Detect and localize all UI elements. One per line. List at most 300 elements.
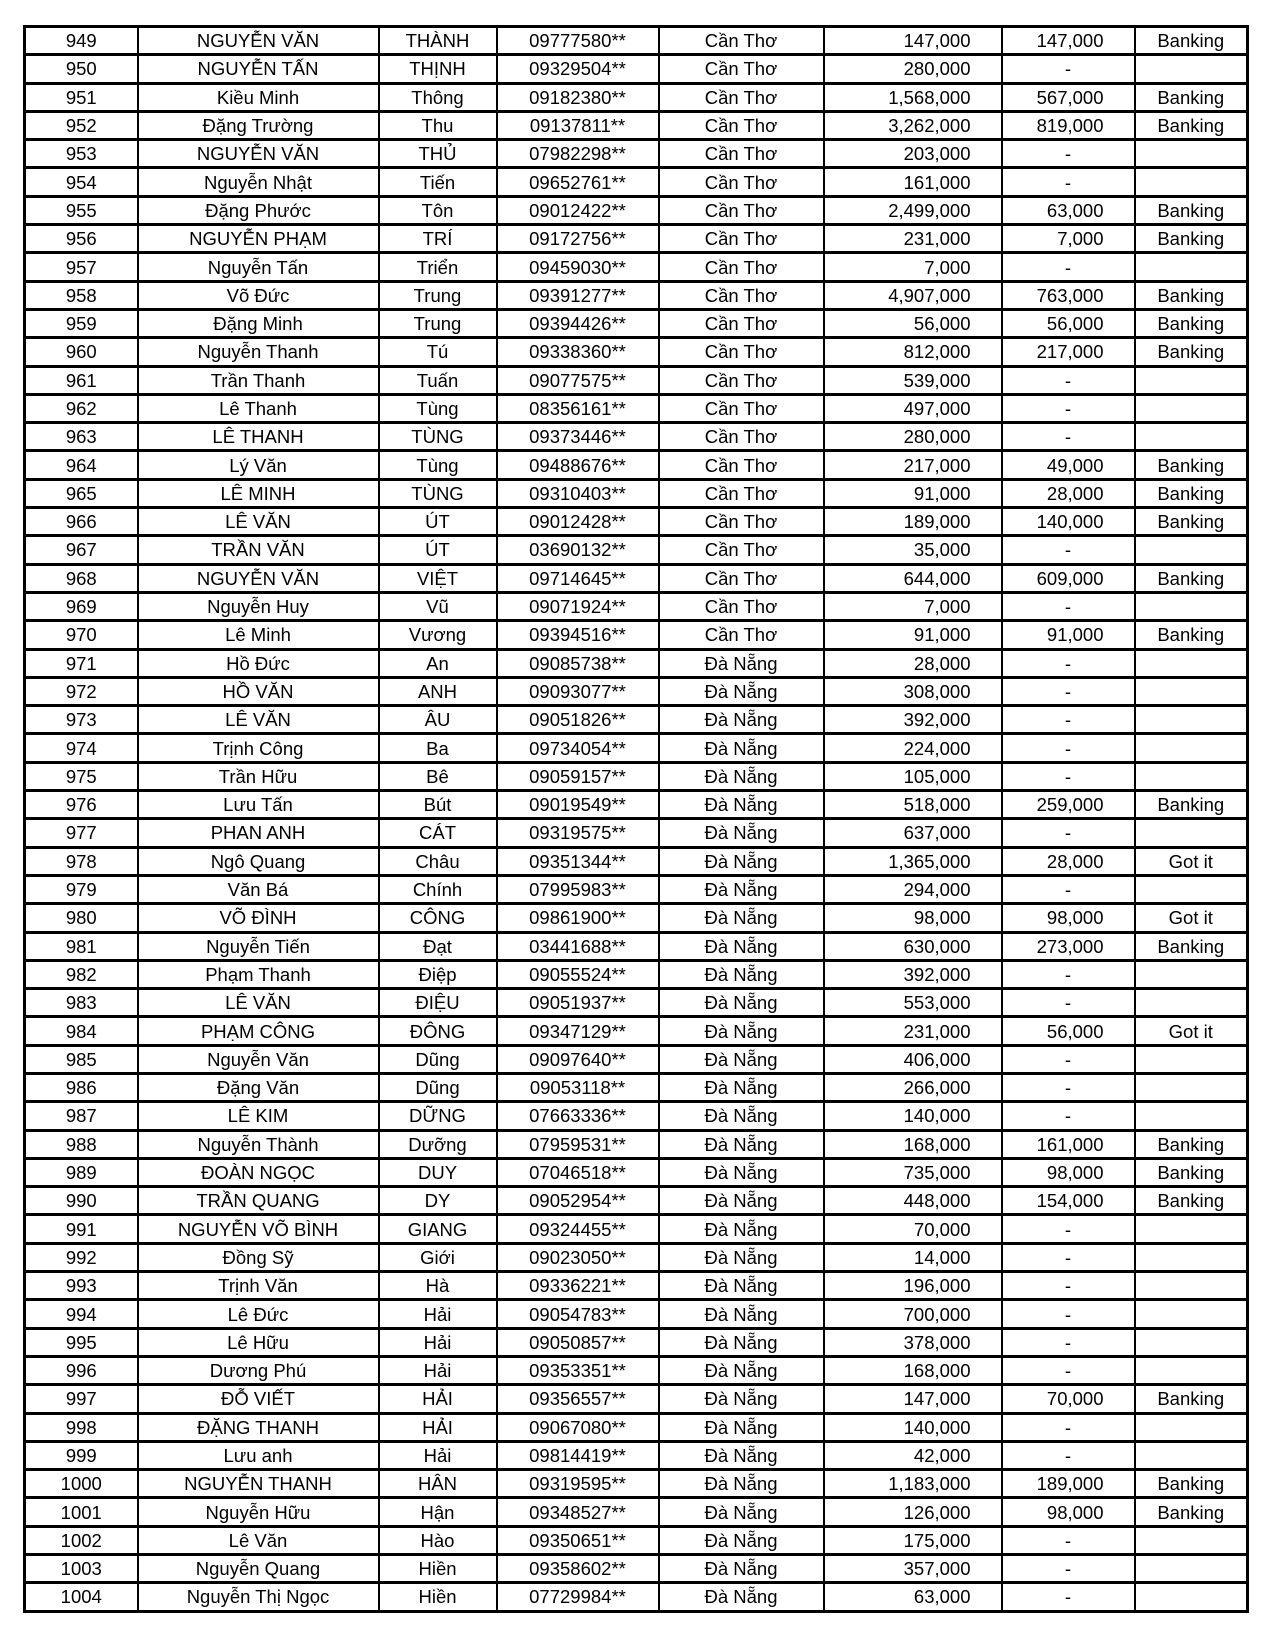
cell-amount-paid: 763,000 (1002, 281, 1135, 309)
cell-amount-paid: - (1002, 819, 1135, 847)
cell-first-middle-name: Trịnh Công (138, 734, 379, 762)
table-row (25, 451, 1248, 479)
cell-amount-total: 812,000 (824, 338, 1002, 366)
cell-payment-method: Banking (1135, 27, 1248, 55)
cell-index: 994 (25, 1300, 138, 1328)
cell-amount-total: 231,000 (824, 1017, 1002, 1045)
cell-phone-masked: 09861900** (497, 904, 659, 932)
cell-amount-paid: - (1002, 1272, 1135, 1300)
table-row (25, 706, 1248, 734)
table-row (25, 762, 1248, 790)
cell-last-name: Trung (379, 281, 497, 309)
cell-first-middle-name: Nguyễn Huy (138, 592, 379, 620)
cell-last-name: Tú (379, 338, 497, 366)
cell-first-middle-name: ĐẶNG THANH (138, 1413, 379, 1441)
table-row (25, 1215, 1248, 1243)
cell-payment-method (1135, 1441, 1248, 1469)
cell-first-middle-name: Đặng Trường (138, 111, 379, 139)
cell-amount-paid: 567,000 (1002, 83, 1135, 111)
cell-payment-method (1135, 706, 1248, 734)
cell-index: 977 (25, 819, 138, 847)
cell-payment-method: Banking (1135, 1158, 1248, 1186)
table-row (25, 394, 1248, 422)
cell-first-middle-name: NGUYỄN TẤN (138, 55, 379, 83)
cell-phone-masked: 09023050** (497, 1243, 659, 1271)
cell-last-name: Tuấn (379, 366, 497, 394)
cell-index: 955 (25, 196, 138, 224)
cell-last-name: DỮNG (379, 1102, 497, 1130)
cell-phone-masked: 09050857** (497, 1328, 659, 1356)
cell-first-middle-name: TRẦN QUANG (138, 1187, 379, 1215)
cell-city: Đà Nẵng (659, 989, 824, 1017)
cell-amount-total: 189,000 (824, 508, 1002, 536)
cell-last-name: CÁT (379, 819, 497, 847)
cell-payment-method: Banking (1135, 791, 1248, 819)
cell-amount-total: 168,000 (824, 1130, 1002, 1158)
cell-amount-total: 4,907,000 (824, 281, 1002, 309)
cell-index: 980 (25, 904, 138, 932)
cell-amount-paid: - (1002, 649, 1135, 677)
cell-first-middle-name: NGUYỄN VÕ BÌNH (138, 1215, 379, 1243)
cell-payment-method (1135, 1272, 1248, 1300)
cell-payment-method (1135, 140, 1248, 168)
cell-last-name: Ba (379, 734, 497, 762)
table-row (25, 621, 1248, 649)
cell-payment-method (1135, 423, 1248, 451)
table-row (25, 83, 1248, 111)
cell-city: Đà Nẵng (659, 1215, 824, 1243)
cell-last-name: Hào (379, 1526, 497, 1554)
cell-amount-paid: 56,000 (1002, 1017, 1135, 1045)
cell-city: Cần Thơ (659, 225, 824, 253)
cell-index: 974 (25, 734, 138, 762)
cell-city: Cần Thơ (659, 168, 824, 196)
cell-amount-total: 196,000 (824, 1272, 1002, 1300)
cell-index: 961 (25, 366, 138, 394)
cell-last-name: Vũ (379, 592, 497, 620)
cell-city: Cần Thơ (659, 111, 824, 139)
cell-amount-paid: - (1002, 1356, 1135, 1384)
cell-amount-total: 392,000 (824, 960, 1002, 988)
cell-phone-masked: 09077575** (497, 366, 659, 394)
cell-index: 997 (25, 1385, 138, 1413)
cell-last-name: DUY (379, 1158, 497, 1186)
cell-phone-masked: 07982298** (497, 140, 659, 168)
cell-amount-paid: 98,000 (1002, 1498, 1135, 1526)
cell-first-middle-name: Nguyễn Quang (138, 1555, 379, 1583)
cell-city: Cần Thơ (659, 55, 824, 83)
cell-amount-total: 168,000 (824, 1356, 1002, 1384)
cell-last-name: Chính (379, 875, 497, 903)
cell-payment-method: Banking (1135, 309, 1248, 337)
cell-first-middle-name: Trịnh Văn (138, 1272, 379, 1300)
cell-amount-paid: 7,000 (1002, 225, 1135, 253)
cell-amount-total: 1,568,000 (824, 83, 1002, 111)
cell-phone-masked: 09071924** (497, 592, 659, 620)
cell-last-name: Châu (379, 847, 497, 875)
cell-index: 956 (25, 225, 138, 253)
table-row (25, 508, 1248, 536)
cell-index: 985 (25, 1045, 138, 1073)
cell-payment-method (1135, 1215, 1248, 1243)
cell-first-middle-name: LÊ VĂN (138, 508, 379, 536)
cell-first-middle-name: Lê Đức (138, 1300, 379, 1328)
cell-city: Cần Thơ (659, 508, 824, 536)
cell-amount-paid: 819,000 (1002, 111, 1135, 139)
cell-payment-method (1135, 1045, 1248, 1073)
table-row (25, 536, 1248, 564)
cell-index: 960 (25, 338, 138, 366)
cell-last-name: Điệp (379, 960, 497, 988)
cell-phone-masked: 09310403** (497, 479, 659, 507)
cell-amount-paid: 217,000 (1002, 338, 1135, 366)
cell-last-name: THỦ (379, 140, 497, 168)
cell-last-name: Hiền (379, 1583, 497, 1611)
cell-amount-total: 35,000 (824, 536, 1002, 564)
cell-index: 957 (25, 253, 138, 281)
cell-city: Cần Thơ (659, 621, 824, 649)
cell-amount-total: 357,000 (824, 1555, 1002, 1583)
cell-phone-masked: 09353351** (497, 1356, 659, 1384)
table-row (25, 1413, 1248, 1441)
cell-phone-masked: 09319575** (497, 819, 659, 847)
cell-last-name: THÀNH (379, 27, 497, 55)
cell-amount-paid: 70,000 (1002, 1385, 1135, 1413)
cell-index: 996 (25, 1356, 138, 1384)
table-row (25, 1243, 1248, 1271)
cell-phone-masked: 09051826** (497, 706, 659, 734)
cell-payment-method (1135, 1243, 1248, 1271)
cell-amount-paid: 154,000 (1002, 1187, 1135, 1215)
cell-amount-total: 91,000 (824, 621, 1002, 649)
cell-last-name: Thu (379, 111, 497, 139)
cell-amount-total: 392,000 (824, 706, 1002, 734)
cell-city: Đà Nẵng (659, 1158, 824, 1186)
cell-amount-total: 56,000 (824, 309, 1002, 337)
cell-city: Đà Nẵng (659, 1130, 824, 1158)
cell-first-middle-name: Nguyễn Văn (138, 1045, 379, 1073)
cell-phone-masked: 07729984** (497, 1583, 659, 1611)
table-row (25, 1130, 1248, 1158)
cell-index: 949 (25, 27, 138, 55)
cell-amount-total: 161,000 (824, 168, 1002, 196)
cell-first-middle-name: NGUYỄN THANH (138, 1470, 379, 1498)
cell-index: 987 (25, 1102, 138, 1130)
cell-phone-masked: 09350651** (497, 1526, 659, 1554)
cell-last-name: HÂN (379, 1470, 497, 1498)
cell-index: 992 (25, 1243, 138, 1271)
cell-city: Đà Nẵng (659, 847, 824, 875)
table-row (25, 479, 1248, 507)
cell-first-middle-name: Lưu Tấn (138, 791, 379, 819)
cell-payment-method (1135, 592, 1248, 620)
cell-phone-masked: 09652761** (497, 168, 659, 196)
cell-index: 989 (25, 1158, 138, 1186)
cell-amount-paid: 49,000 (1002, 451, 1135, 479)
cell-last-name: TRÍ (379, 225, 497, 253)
cell-payment-method (1135, 649, 1248, 677)
cell-index: 962 (25, 394, 138, 422)
cell-index: 998 (25, 1413, 138, 1441)
cell-phone-masked: 09012428** (497, 508, 659, 536)
cell-amount-total: 217,000 (824, 451, 1002, 479)
cell-index: 970 (25, 621, 138, 649)
table-row (25, 140, 1248, 168)
cell-amount-paid: - (1002, 875, 1135, 903)
cell-city: Đà Nẵng (659, 1555, 824, 1583)
cell-last-name: ÂU (379, 706, 497, 734)
cell-amount-total: 518,000 (824, 791, 1002, 819)
cell-last-name: Hận (379, 1498, 497, 1526)
cell-payment-method: Banking (1135, 225, 1248, 253)
cell-last-name: Hải (379, 1328, 497, 1356)
table-row (25, 1073, 1248, 1101)
table-body (25, 27, 1248, 1612)
cell-amount-total: 266,000 (824, 1073, 1002, 1101)
cell-first-middle-name: Đồng Sỹ (138, 1243, 379, 1271)
cell-last-name: Dũng (379, 1073, 497, 1101)
cell-city: Cần Thơ (659, 309, 824, 337)
cell-phone-masked: 09054783** (497, 1300, 659, 1328)
cell-index: 976 (25, 791, 138, 819)
cell-amount-total: 406,000 (824, 1045, 1002, 1073)
cell-first-middle-name: Lưu anh (138, 1441, 379, 1469)
cell-city: Đà Nẵng (659, 1073, 824, 1101)
cell-amount-total: 700,000 (824, 1300, 1002, 1328)
cell-last-name: Vương (379, 621, 497, 649)
cell-first-middle-name: Hồ Đức (138, 649, 379, 677)
cell-phone-masked: 09093077** (497, 677, 659, 705)
table-row (25, 649, 1248, 677)
cell-payment-method: Banking (1135, 196, 1248, 224)
cell-payment-method: Banking (1135, 111, 1248, 139)
cell-amount-total: 2,499,000 (824, 196, 1002, 224)
table-row (25, 27, 1248, 55)
table-row (25, 1498, 1248, 1526)
cell-phone-masked: 09329504** (497, 55, 659, 83)
cell-amount-paid: 189,000 (1002, 1470, 1135, 1498)
cell-first-middle-name: Phạm Thanh (138, 960, 379, 988)
cell-city: Đà Nẵng (659, 1243, 824, 1271)
cell-amount-total: 126,000 (824, 1498, 1002, 1526)
cell-amount-paid: - (1002, 706, 1135, 734)
cell-city: Đà Nẵng (659, 1583, 824, 1611)
cell-city: Cần Thơ (659, 140, 824, 168)
cell-payment-method (1135, 1073, 1248, 1101)
table-row (25, 1300, 1248, 1328)
cell-phone-masked: 09085738** (497, 649, 659, 677)
table-row (25, 1187, 1248, 1215)
cell-amount-paid: - (1002, 592, 1135, 620)
cell-last-name: Tùng (379, 394, 497, 422)
cell-payment-method: Banking (1135, 281, 1248, 309)
cell-payment-method (1135, 394, 1248, 422)
cell-index: 981 (25, 932, 138, 960)
cell-last-name: Tôn (379, 196, 497, 224)
cell-index: 975 (25, 762, 138, 790)
cell-index: 986 (25, 1073, 138, 1101)
cell-amount-total: 91,000 (824, 479, 1002, 507)
cell-phone-masked: 09734054** (497, 734, 659, 762)
cell-city: Đà Nẵng (659, 1470, 824, 1498)
cell-amount-total: 98,000 (824, 904, 1002, 932)
cell-first-middle-name: Lê Văn (138, 1526, 379, 1554)
cell-payment-method: Banking (1135, 451, 1248, 479)
cell-first-middle-name: Nguyễn Nhật (138, 168, 379, 196)
cell-amount-total: 175,000 (824, 1526, 1002, 1554)
cell-last-name: Triển (379, 253, 497, 281)
cell-amount-paid: - (1002, 1413, 1135, 1441)
cell-first-middle-name: Lê Minh (138, 621, 379, 649)
cell-city: Cần Thơ (659, 338, 824, 366)
cell-index: 999 (25, 1441, 138, 1469)
cell-last-name: GIANG (379, 1215, 497, 1243)
cell-amount-total: 294,000 (824, 875, 1002, 903)
cell-amount-total: 203,000 (824, 140, 1002, 168)
cell-first-middle-name: Trần Thanh (138, 366, 379, 394)
cell-amount-paid: - (1002, 1300, 1135, 1328)
cell-city: Đà Nẵng (659, 1498, 824, 1526)
cell-first-middle-name: Đặng Văn (138, 1073, 379, 1101)
table-row (25, 168, 1248, 196)
cell-payment-method (1135, 960, 1248, 988)
cell-phone-masked: 07995983** (497, 875, 659, 903)
cell-city: Đà Nẵng (659, 819, 824, 847)
cell-first-middle-name: Lý Văn (138, 451, 379, 479)
cell-first-middle-name: Trần Hữu (138, 762, 379, 790)
cell-amount-total: 280,000 (824, 423, 1002, 451)
cell-amount-total: 308,000 (824, 677, 1002, 705)
table-row (25, 592, 1248, 620)
cell-city: Đà Nẵng (659, 932, 824, 960)
cell-first-middle-name: PHẠM CÔNG (138, 1017, 379, 1045)
cell-city: Đà Nẵng (659, 875, 824, 903)
cell-index: 979 (25, 875, 138, 903)
cell-phone-masked: 09358602** (497, 1555, 659, 1583)
cell-phone-masked: 09319595** (497, 1470, 659, 1498)
cell-amount-total: 7,000 (824, 253, 1002, 281)
cell-first-middle-name: TRẦN VĂN (138, 536, 379, 564)
cell-last-name: THỊNH (379, 55, 497, 83)
table-row (25, 338, 1248, 366)
cell-first-middle-name: Nguyễn Hữu (138, 1498, 379, 1526)
cell-amount-total: 147,000 (824, 1385, 1002, 1413)
cell-payment-method: Banking (1135, 1187, 1248, 1215)
cell-amount-paid: - (1002, 989, 1135, 1017)
cell-phone-masked: 07046518** (497, 1158, 659, 1186)
cell-city: Đà Nẵng (659, 904, 824, 932)
cell-amount-paid: - (1002, 1526, 1135, 1554)
table-row (25, 1017, 1248, 1045)
cell-first-middle-name: Ngô Quang (138, 847, 379, 875)
cell-payment-method (1135, 536, 1248, 564)
table-row (25, 1441, 1248, 1469)
cell-phone-masked: 09348527** (497, 1498, 659, 1526)
cell-city: Cần Thơ (659, 281, 824, 309)
cell-payment-method (1135, 1555, 1248, 1583)
table-row (25, 423, 1248, 451)
cell-first-middle-name: NGUYỄN VĂN (138, 27, 379, 55)
cell-last-name: An (379, 649, 497, 677)
cell-index: 990 (25, 1187, 138, 1215)
cell-payment-method (1135, 55, 1248, 83)
cell-city: Đà Nẵng (659, 960, 824, 988)
cell-first-middle-name: NGUYỄN VĂN (138, 564, 379, 592)
cell-payment-method: Got it (1135, 1017, 1248, 1045)
cell-last-name: TÙNG (379, 423, 497, 451)
cell-last-name: Trung (379, 309, 497, 337)
cell-city: Đà Nẵng (659, 677, 824, 705)
cell-first-middle-name: Dương Phú (138, 1356, 379, 1384)
cell-phone-masked: 09182380** (497, 83, 659, 111)
cell-city: Đà Nẵng (659, 1187, 824, 1215)
cell-amount-paid: 56,000 (1002, 309, 1135, 337)
cell-amount-total: 7,000 (824, 592, 1002, 620)
cell-city: Cần Thơ (659, 451, 824, 479)
cell-amount-paid: - (1002, 55, 1135, 83)
table-row (25, 819, 1248, 847)
cell-city: Đà Nẵng (659, 762, 824, 790)
cell-amount-total: 553,000 (824, 989, 1002, 1017)
cell-first-middle-name: VÕ ĐÌNH (138, 904, 379, 932)
cell-phone-masked: 09488676** (497, 451, 659, 479)
cell-city: Đà Nẵng (659, 734, 824, 762)
cell-phone-masked: 09356557** (497, 1385, 659, 1413)
cell-city: Đà Nẵng (659, 1102, 824, 1130)
cell-last-name: ANH (379, 677, 497, 705)
cell-amount-paid: - (1002, 734, 1135, 762)
cell-index: 971 (25, 649, 138, 677)
table-row (25, 932, 1248, 960)
cell-payment-method (1135, 1413, 1248, 1441)
cell-phone-masked: 09324455** (497, 1215, 659, 1243)
table-row (25, 253, 1248, 281)
table-row (25, 1470, 1248, 1498)
cell-first-middle-name: NGUYỄN VĂN (138, 140, 379, 168)
cell-last-name: Bút (379, 791, 497, 819)
cell-city: Đà Nẵng (659, 1045, 824, 1073)
cell-first-middle-name: Đặng Phước (138, 196, 379, 224)
cell-index: 964 (25, 451, 138, 479)
cell-phone-masked: 09067080** (497, 1413, 659, 1441)
cell-city: Cần Thơ (659, 479, 824, 507)
cell-city: Đà Nẵng (659, 1441, 824, 1469)
cell-payment-method: Got it (1135, 904, 1248, 932)
table-row (25, 281, 1248, 309)
cell-last-name: Tiến (379, 168, 497, 196)
table-row (25, 1102, 1248, 1130)
cell-first-middle-name: HỒ VĂN (138, 677, 379, 705)
cell-city: Cần Thơ (659, 423, 824, 451)
cell-payment-method: Banking (1135, 564, 1248, 592)
cell-index: 972 (25, 677, 138, 705)
table-row (25, 847, 1248, 875)
cell-city: Cần Thơ (659, 196, 824, 224)
table-row (25, 225, 1248, 253)
cell-first-middle-name: Đặng Minh (138, 309, 379, 337)
cell-index: 966 (25, 508, 138, 536)
cell-amount-paid: 147,000 (1002, 27, 1135, 55)
cell-index: 995 (25, 1328, 138, 1356)
cell-phone-masked: 09394516** (497, 621, 659, 649)
cell-amount-total: 280,000 (824, 55, 1002, 83)
cell-phone-masked: 09338360** (497, 338, 659, 366)
cell-last-name: CÔNG (379, 904, 497, 932)
cell-city: Cần Thơ (659, 366, 824, 394)
cell-amount-total: 378,000 (824, 1328, 1002, 1356)
table-row (25, 1045, 1248, 1073)
cell-last-name: Tùng (379, 451, 497, 479)
